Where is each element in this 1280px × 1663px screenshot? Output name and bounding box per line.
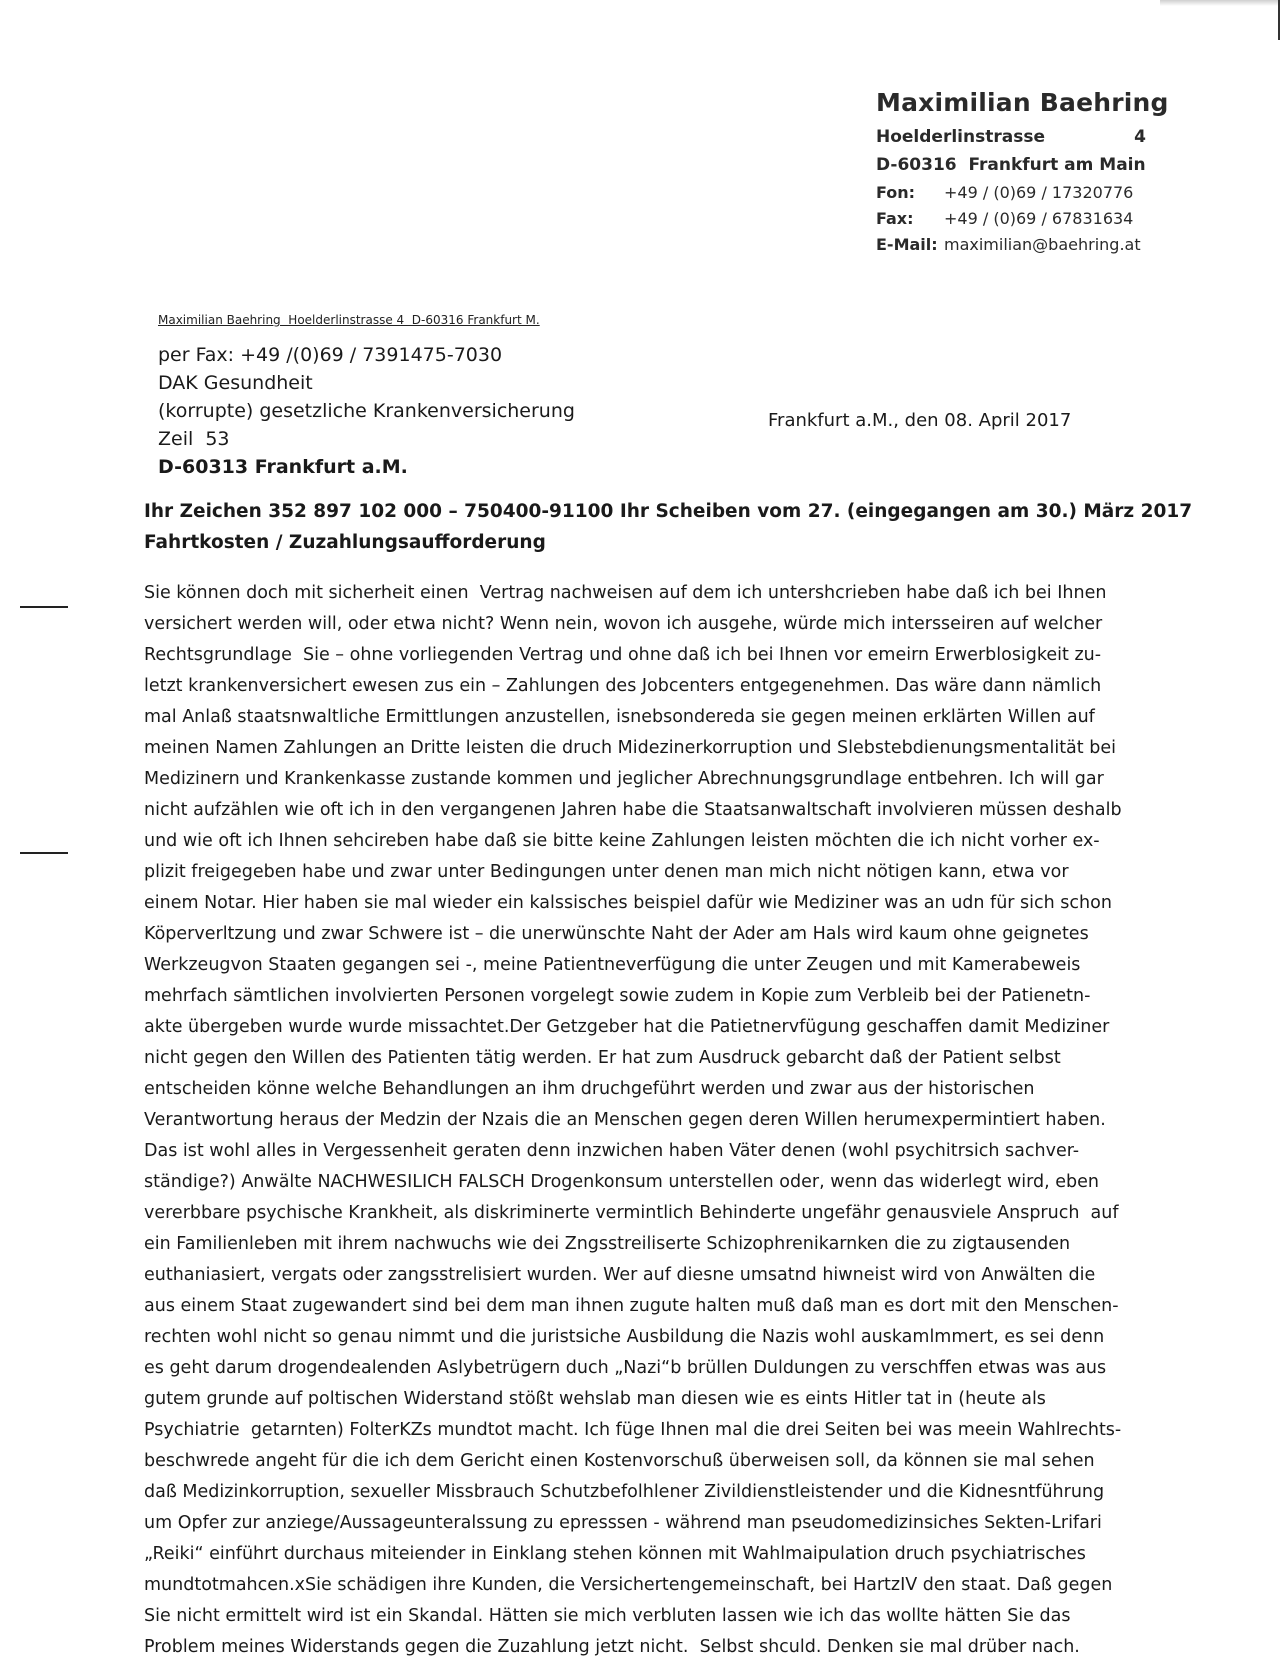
sender-fax-value: +49 / (0)69 / 67831634 [944, 209, 1134, 228]
sender-fax-line [876, 209, 1146, 235]
body-line: nicht aufzählen wie oft ich in den vergangenen Jahren habe die Staatsanwaltschaft involvieren müssen deshalb [144, 800, 1122, 820]
body-line: letzt krankenversichert ewesen zus ein – Zahlungen des Jobcenters entgegenehmen. Das wäre dann nämlich [144, 676, 1102, 696]
body-line: Problem meines Widerstands gegen die Zuzahlung jetzt nicht. Selbst shculd. Denken sie mal drüber nach. [144, 1637, 1080, 1657]
sender-fon-value: +49 / (0)69 / 17320776 [944, 183, 1134, 202]
subject-block [144, 501, 1193, 563]
body-line: aus einem Staat zugewandert sind bei dem man ihnen zugute halten muß daß man es dort mit den Menschen- [144, 1296, 1119, 1316]
recipient-desc: (korrupte) gesetzliche Krankenversicherung [158, 400, 575, 422]
return-address-line: Maximilian Baehring Hoelderlinstrasse 4 D-60316 Frankfurt M. [158, 313, 540, 327]
recipient-fax: per Fax: +49 /(0)69 / 7391475-7030 [158, 344, 503, 366]
sender-block [876, 88, 1169, 261]
recipient-org: DAK Gesundheit [158, 372, 313, 394]
body-line: rechten wohl nicht so genau nimmt und die juristsiche Ausbildung die Nazis wohl auskamlmmert, es sei denn [144, 1327, 1105, 1347]
sender-email-value: maximilian@baehring.at [944, 235, 1141, 254]
body-line: Werkzeugvon Staaten gegangen sei -, meine Patientneverfügung die unter Zeugen und mit Kamerabeweis [144, 955, 1081, 975]
sender-email-line [876, 235, 1146, 261]
body-line: akte übergeben wurde wurde missachtet.Der Getzgeber hat die Patietnervfügung geschaffen damit Mediziner [144, 1017, 1110, 1037]
body-line: euthaniasiert, vergats oder zangsstrelisiert wurden. Wer auf diesne umsatnd hiwneist wird von Anwälten die [144, 1265, 1096, 1285]
body-line: vererbbare psychische Krankheit, als diskriminerte vermintlich Behinderte ungefähr genausviele Anspruch auf [144, 1203, 1119, 1223]
body-line: mundtotmahcen.xSie schädigen ihre Kunden, die Versichertengemeinschaft, bei HartzIV den staat. Daß gegen [144, 1575, 1113, 1595]
sender-fon-label: Fon: [876, 183, 916, 202]
body-line: beschwrede angeht für die ich dem Gericht einen Kostenvorschuß überweisen soll, da können sie mal sehen [144, 1451, 1095, 1471]
recipient-city: D-60313 Frankfurt a.M. [158, 456, 408, 478]
fold-mark-top [20, 606, 68, 608]
sender-fax-label: Fax: [876, 209, 914, 228]
sender-street-line [876, 127, 1146, 155]
sender-city-line [876, 155, 1146, 183]
letter-body [144, 578, 1144, 1663]
subject-line-topic: Fahrtkosten / Zuzahlungsaufforderung [144, 532, 546, 553]
recipient-street: Zeil 53 [158, 428, 230, 450]
body-line: entscheiden könne welche Behandlungen an ihm druchgeführt werden und zwar aus der historischen [144, 1079, 1035, 1099]
body-line: Köperverltzung und zwar Schwere ist – die unerwünschte Naht der Ader am Hals wird kaum ohne geignetes [144, 924, 1089, 944]
sender-fon-line [876, 183, 1146, 209]
body-line: gutem grunde auf poltischen Widerstand stößt wehslab man diesen wie es eints Hitler tat in (heute als [144, 1389, 1046, 1409]
sender-name: Maximilian Baehring [876, 88, 1169, 117]
body-line: nicht gegen den Willen des Patienten tätig werden. Er hat zum Ausdruck gebarcht daß der Patient selbst [144, 1048, 1061, 1068]
body-line: Medizinern und Krankenkasse zustande kommen und jeglicher Abrechnungsgrundlage entbehren. Ich will gar [144, 769, 1104, 789]
sender-city: D-60316 Frankfurt am Main [876, 155, 1146, 175]
scan-edge-shadow [1160, 0, 1280, 6]
body-line: Sie können doch mit sicherheit einen Vertrag nachweisen auf dem ich untershcrieben habe daß ich bei Ihnen [144, 583, 1107, 603]
body-line: einem Notar. Hier haben sie mal wieder ein kalssisches beispiel dafür wie Mediziner was an udn für sich schon [144, 893, 1112, 913]
fold-mark-middle [20, 852, 68, 854]
sender-email-label: E-Mail: [876, 235, 938, 254]
body-line: mal Anlaß staatsnwaltliche Ermittlungen anzustellen, isnebsondereda sie gegen meinen erklärten Willen auf [144, 707, 1095, 727]
body-line: meinen Namen Zahlungen an Dritte leisten die druch Midezinerkorruption und Slebstebdienungsmentalität bei [144, 738, 1116, 758]
body-line: Das ist wohl alles in Vergessenheit geraten denn inzwichen haben Väter denen (wohl psychitrsich sachver- [144, 1141, 1080, 1161]
sender-house-number: 4 [1134, 127, 1146, 147]
body-line: versichert werden will, oder etwa nicht? Wenn nein, wovon ich ausgehe, würde mich intersseiren auf welcher [144, 614, 1103, 634]
body-line: Verantwortung heraus der Medzin der Nzais die an Menschen gegen deren Willen herumexpermintiert haben. [144, 1110, 1106, 1130]
body-line: Sie nicht ermittelt wird ist ein Skandal. Hätten sie mich verbluten lassen wie ich das wollte hätten Sie das [144, 1606, 1071, 1626]
body-line: „Reiki“ einführt durchaus miteiender in Einklang stehen können mit Wahlmaipulation druch psychiatrisches [144, 1544, 1086, 1564]
body-line: und wie oft ich Ihnen sehcireben habe daß sie bitte keine Zahlungen leisten möchten die ich nicht vorher ex- [144, 831, 1100, 851]
sender-street: Hoelderlinstrasse [876, 127, 1045, 147]
body-line: ein Familienleben mit ihrem nachwuchs wie dei Zngsstreiliserte Schizophrenikarnken die zu zigtausenden [144, 1234, 1071, 1254]
body-line: um Opfer zur anziege/Aussageunteralssung zu epresssen - während man pseudomedizinsiches Sekten-Lrifari [144, 1513, 1102, 1533]
recipient-block [158, 344, 658, 484]
body-line: ständige?) Anwälte NACHWESILICH FALSCH Drogenkonsum unterstellen oder, wenn das widerlegt wird, eben [144, 1172, 1099, 1192]
body-line: mehrfach sämtlichen involvierten Personen vorgelegt sowie zudem in Kopie zum Verbleib bei der Patienetn- [144, 986, 1091, 1006]
body-line: Psychiatrie getarnten) FolterKZs mundtot macht. Ich füge Ihnen mal die drei Seiten bei was meein Wahlrechts- [144, 1420, 1122, 1440]
subject-line-reference: Ihr Zeichen 352 897 102 000 – 750400-91100 Ihr Scheiben vom 27. (eingegangen am 30.) März 2017 [144, 501, 1193, 522]
body-line: es geht darum drogendealenden Aslybetrügern duch „Nazi“b brüllen Duldungen zu verschffen etwas was aus [144, 1358, 1107, 1378]
body-line: daß Medizinkorruption, sexueller Missbrauch Schutzbefolhlener Zivildienstleistender und die Kidnesntführung [144, 1482, 1105, 1502]
body-line: plizit freigegeben habe und zwar unter Bedingungen unter denen man mich nicht nötigen kann, etwa vor [144, 862, 1069, 882]
letter-date: Frankfurt a.M., den 08. April 2017 [768, 410, 1072, 431]
body-line: Rechtsgrundlage Sie – ohne vorliegenden Vertrag und ohne daß ich bei Ihnen vor emeirn Erwerblosigkeit zu- [144, 645, 1102, 665]
